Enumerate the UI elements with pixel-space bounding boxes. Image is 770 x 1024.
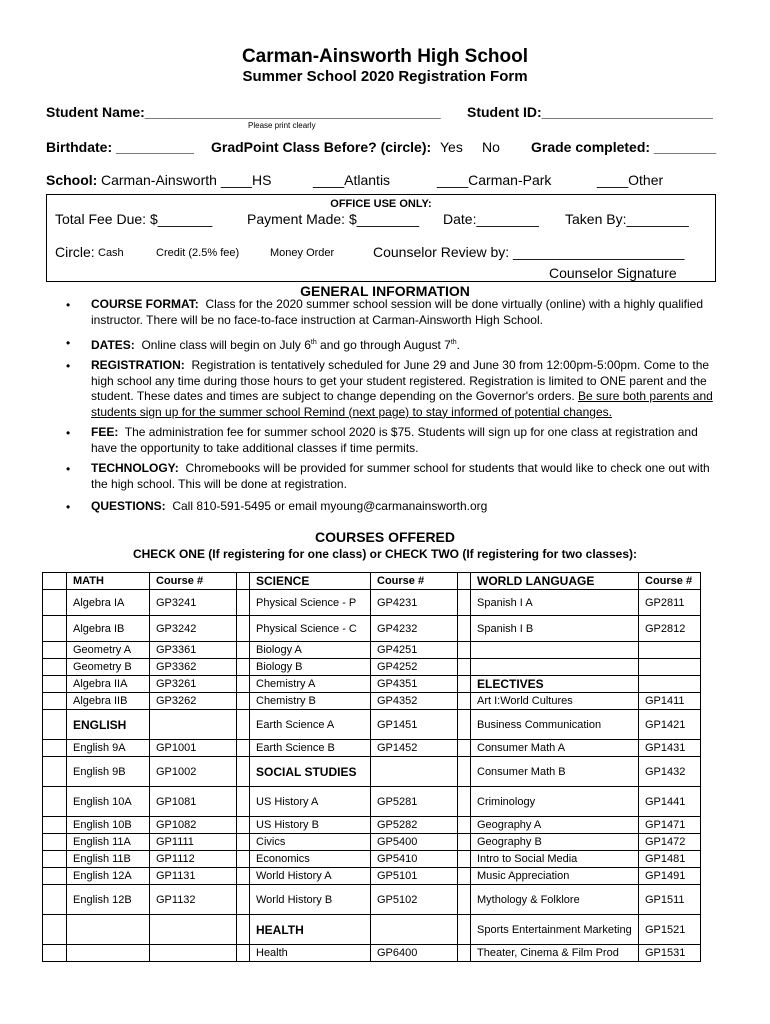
course-name: Economics: [250, 851, 371, 868]
table-row: [43, 787, 701, 817]
payment-made-field[interactable]: Payment Made: $________: [247, 211, 420, 227]
course-checkbox[interactable]: [458, 868, 471, 885]
course-number: GP1451: [371, 710, 458, 740]
course-name: [471, 642, 639, 659]
info-course-format: COURSE FORMAT: Class for the 2020 summer school session will be done virtually (online) with a highly qualified instructor. There will be no face-to-face instruction at Carman-Ainsworth High School.: [91, 297, 704, 327]
course-checkbox[interactable]: [237, 915, 250, 945]
taken-by-field[interactable]: Taken By:________: [565, 211, 689, 227]
course-name: Algebra IIA: [67, 676, 150, 693]
course-checkbox[interactable]: [458, 740, 471, 757]
course-number: GP1452: [371, 740, 458, 757]
course-number-header: Course #: [150, 573, 237, 590]
course-number: [639, 676, 701, 693]
course-checkbox[interactable]: [43, 710, 67, 740]
course-checkbox[interactable]: [43, 693, 67, 710]
course-name: ENGLISH: [67, 710, 150, 740]
course-number: [639, 659, 701, 676]
school-option-atlantis[interactable]: ____Atlantis: [313, 172, 391, 188]
grade-completed-field[interactable]: Grade completed: ________: [531, 139, 717, 155]
course-checkbox[interactable]: [237, 885, 250, 915]
course-checkbox[interactable]: [43, 868, 67, 885]
course-checkbox[interactable]: [43, 787, 67, 817]
course-number: GP1511: [639, 885, 701, 915]
course-number: GP1472: [639, 834, 701, 851]
course-number: GP1411: [639, 693, 701, 710]
info-questions: QUESTIONS: Call 810-591-5495 or email myoung@carmanainsworth.org: [91, 499, 488, 513]
course-number: GP1441: [639, 787, 701, 817]
course-name: English 10B: [67, 817, 150, 834]
course-checkbox[interactable]: [237, 740, 250, 757]
course-name: Biology A: [250, 642, 371, 659]
course-checkbox[interactable]: [43, 885, 67, 915]
course-name: [67, 945, 150, 962]
table-row: [43, 642, 701, 659]
course-name: Intro to Social Media: [471, 851, 639, 868]
course-name: World History B: [250, 885, 371, 915]
course-name: Biology B: [250, 659, 371, 676]
course-number: GP1131: [150, 868, 237, 885]
science-header: SCIENCE: [250, 573, 371, 590]
circle-label: Circle:: [55, 244, 95, 260]
table-row: [43, 590, 701, 616]
school-option-hs[interactable]: Carman-Ainsworth ____HS: [101, 172, 272, 188]
counselor-signature-note: Counselor Signature: [549, 265, 677, 281]
payment-money-order-option[interactable]: Money Order: [270, 247, 335, 259]
course-checkbox[interactable]: [458, 915, 471, 945]
course-number: [150, 915, 237, 945]
course-number-header: Course #: [371, 573, 458, 590]
course-name: Sports Entertainment Marketing: [471, 915, 639, 945]
course-number: GP1521: [639, 915, 701, 945]
course-number: GP5282: [371, 817, 458, 834]
info-dates: DATES: Online class will begin on July 6th and go through August 7th.: [91, 338, 461, 352]
course-name: English 9B: [67, 757, 150, 787]
birthdate-field[interactable]: Birthdate: __________: [46, 139, 194, 155]
course-name: US History A: [250, 787, 371, 817]
course-name: Mythology & Folklore: [471, 885, 639, 915]
bullet-icon: •: [66, 426, 71, 440]
table-row: [43, 693, 701, 710]
office-use-box: [46, 194, 716, 282]
world-language-header: WORLD LANGUAGE: [471, 573, 639, 590]
info-registration: REGISTRATION: Registration is tentatively scheduled for June 29 and June 30 from 12:00pm-5:00pm. Come to the high school any time during those hours to get your student registered. Registration is limited to ONE parent and the student. These dates and times are subject to change depending on the Governor's orders. Be sure both parents and students sign up for the summer school Remind (next page) to stay informed of potential changes.: [91, 358, 713, 419]
course-number: GP6400: [371, 945, 458, 962]
course-checkbox[interactable]: [43, 915, 67, 945]
course-checkbox[interactable]: [43, 817, 67, 834]
course-name: Physical Science - C: [250, 616, 371, 642]
course-number: GP5102: [371, 885, 458, 915]
course-name: Geometry B: [67, 659, 150, 676]
course-number: GP4251: [371, 642, 458, 659]
course-name: Business Communication: [471, 710, 639, 740]
course-checkbox[interactable]: [458, 710, 471, 740]
course-checkbox[interactable]: [237, 851, 250, 868]
course-name: Consumer Math B: [471, 757, 639, 787]
course-number: GP2812: [639, 616, 701, 642]
course-number: [150, 945, 237, 962]
course-name: Physical Science - P: [250, 590, 371, 616]
course-name: Spanish I B: [471, 616, 639, 642]
table-row: [43, 915, 701, 945]
course-name: Music Appreciation: [471, 868, 639, 885]
course-checkbox[interactable]: [237, 757, 250, 787]
course-number: GP1002: [150, 757, 237, 787]
course-checkbox[interactable]: [458, 945, 471, 962]
course-checkbox[interactable]: [43, 590, 67, 616]
school-option-carman-park[interactable]: ____Carman-Park: [437, 172, 552, 188]
course-number: GP1481: [639, 851, 701, 868]
course-number: GP5281: [371, 787, 458, 817]
course-checkbox[interactable]: [237, 945, 250, 962]
course-checkbox[interactable]: [43, 834, 67, 851]
course-number: GP4351: [371, 676, 458, 693]
bullet-icon: •: [66, 336, 71, 350]
student-id-field[interactable]: Student ID:______________________: [467, 104, 713, 120]
table-row: [43, 868, 701, 885]
course-checkbox[interactable]: [237, 693, 250, 710]
course-number: GP2811: [639, 590, 701, 616]
gradpoint-no-option[interactable]: No: [482, 139, 500, 155]
table-row: [43, 740, 701, 757]
course-checkbox[interactable]: [43, 851, 67, 868]
student-name-field[interactable]: Student Name:______________________________________: [46, 104, 441, 120]
course-checkbox[interactable]: [237, 616, 250, 642]
course-name: [471, 659, 639, 676]
course-number: GP1471: [639, 817, 701, 834]
course-name: Art I:World Cultures: [471, 693, 639, 710]
gradpoint-yes-option[interactable]: Yes: [440, 139, 463, 155]
course-name: Earth Science B: [250, 740, 371, 757]
table-row: [43, 710, 701, 740]
course-checkbox[interactable]: [237, 817, 250, 834]
course-checkbox[interactable]: [458, 659, 471, 676]
course-number: GP5400: [371, 834, 458, 851]
course-name: Civics: [250, 834, 371, 851]
total-fee-field[interactable]: Total Fee Due: $_______: [55, 211, 213, 227]
course-checkbox[interactable]: [43, 616, 67, 642]
course-checkbox[interactable]: [458, 834, 471, 851]
courses-table: [42, 572, 701, 962]
course-name: Criminology: [471, 787, 639, 817]
course-name: Algebra IA: [67, 590, 150, 616]
payment-credit-option[interactable]: Credit (2.5% fee): [156, 247, 240, 259]
course-number: GP4231: [371, 590, 458, 616]
course-name: HEALTH: [250, 915, 371, 945]
course-checkbox[interactable]: [458, 851, 471, 868]
course-name: Geometry A: [67, 642, 150, 659]
course-name: Spanish I A: [471, 590, 639, 616]
school-option-other[interactable]: ____Other: [597, 172, 664, 188]
course-name: [67, 915, 150, 945]
course-number: [639, 642, 701, 659]
course-name: English 9A: [67, 740, 150, 757]
table-row: [43, 885, 701, 915]
course-checkbox[interactable]: [237, 642, 250, 659]
course-number: GP1112: [150, 851, 237, 868]
school-label: School:: [46, 172, 98, 188]
checkbox[interactable]: [43, 573, 67, 590]
course-number-header: Course #: [639, 573, 701, 590]
course-number: GP3242: [150, 616, 237, 642]
course-checkbox[interactable]: [43, 945, 67, 962]
table-row: [43, 616, 701, 642]
course-number: GP1432: [639, 757, 701, 787]
bullet-icon: •: [66, 298, 71, 312]
course-checkbox[interactable]: [458, 693, 471, 710]
bullet-icon: •: [66, 500, 71, 514]
course-number: GP1082: [150, 817, 237, 834]
course-number: GP3261: [150, 676, 237, 693]
course-number: GP3262: [150, 693, 237, 710]
course-number: GP1001: [150, 740, 237, 757]
course-checkbox[interactable]: [458, 757, 471, 787]
course-name: Algebra IB: [67, 616, 150, 642]
course-checkbox[interactable]: [43, 740, 67, 757]
course-number: GP5101: [371, 868, 458, 885]
course-number: GP3361: [150, 642, 237, 659]
course-number: GP1081: [150, 787, 237, 817]
course-number: GP1132: [150, 885, 237, 915]
course-name: SOCIAL STUDIES: [250, 757, 371, 787]
course-name: English 12B: [67, 885, 150, 915]
checkbox[interactable]: [237, 573, 250, 590]
course-name: Consumer Math A: [471, 740, 639, 757]
payment-cash-option[interactable]: Cash: [98, 247, 124, 259]
course-checkbox[interactable]: [458, 787, 471, 817]
course-number: GP5410: [371, 851, 458, 868]
course-name: Chemistry A: [250, 676, 371, 693]
course-name: Geography A: [471, 817, 639, 834]
course-name: Geography B: [471, 834, 639, 851]
course-name: English 10A: [67, 787, 150, 817]
course-number: GP4232: [371, 616, 458, 642]
course-number: GP4252: [371, 659, 458, 676]
course-checkbox[interactable]: [237, 659, 250, 676]
course-name: Chemistry B: [250, 693, 371, 710]
table-row: [43, 945, 701, 962]
course-checkbox[interactable]: [43, 642, 67, 659]
course-number: GP1421: [639, 710, 701, 740]
course-checkbox[interactable]: [458, 616, 471, 642]
course-checkbox[interactable]: [237, 676, 250, 693]
course-number: GP1491: [639, 868, 701, 885]
course-number: GP4352: [371, 693, 458, 710]
table-row: [43, 834, 701, 851]
course-checkbox[interactable]: [458, 642, 471, 659]
gradpoint-label: GradPoint Class Before? (circle):: [211, 139, 432, 155]
table-row: [43, 757, 701, 787]
course-checkbox[interactable]: [43, 659, 67, 676]
counselor-review-field[interactable]: Counselor Review by: ______________________: [373, 244, 685, 260]
course-name: ELECTIVES: [471, 676, 639, 693]
info-fee: FEE: The administration fee for summer school 2020 is $75. Students will sign up for one class at registration and have the opportunity to take additional classes if time permits.: [91, 425, 698, 455]
table-row: [43, 659, 701, 676]
course-checkbox[interactable]: [43, 757, 67, 787]
course-name: Algebra IIB: [67, 693, 150, 710]
course-checkbox[interactable]: [237, 834, 250, 851]
course-name: English 12A: [67, 868, 150, 885]
course-number: GP1111: [150, 834, 237, 851]
course-name: Health: [250, 945, 371, 962]
math-header: MATH: [67, 573, 150, 590]
bullet-icon: •: [66, 359, 71, 373]
course-checkbox[interactable]: [458, 676, 471, 693]
info-technology: TECHNOLOGY: Chromebooks will be provided for summer school for students that would like to check one out with the high school. This will be done at registration.: [91, 461, 710, 491]
course-number: GP3241: [150, 590, 237, 616]
print-note: Please print clearly: [248, 121, 316, 130]
course-name: English 11A: [67, 834, 150, 851]
table-row: [43, 851, 701, 868]
office-title: OFFICE USE ONLY:: [330, 198, 432, 210]
course-name: Earth Science A: [250, 710, 371, 740]
course-number: GP1431: [639, 740, 701, 757]
course-checkbox[interactable]: [458, 590, 471, 616]
course-number: GP3362: [150, 659, 237, 676]
course-name: Theater, Cinema & Film Prod: [471, 945, 639, 962]
table-row: [43, 676, 701, 693]
checkbox[interactable]: [458, 573, 471, 590]
course-checkbox[interactable]: [237, 868, 250, 885]
course-number: [371, 757, 458, 787]
office-date-field[interactable]: Date:________: [443, 211, 539, 227]
course-checkbox[interactable]: [458, 885, 471, 915]
course-checkbox[interactable]: [43, 676, 67, 693]
course-number: [150, 710, 237, 740]
course-name: US History B: [250, 817, 371, 834]
course-checkbox[interactable]: [237, 710, 250, 740]
course-name: English 11B: [67, 851, 150, 868]
course-checkbox[interactable]: [237, 590, 250, 616]
courses-instruction: CHECK ONE (If registering for one class) or CHECK TWO (If registering for two classes):: [132, 547, 638, 561]
course-checkbox[interactable]: [237, 787, 250, 817]
general-info-title: GENERAL INFORMATION: [300, 283, 470, 299]
course-name: World History A: [250, 868, 371, 885]
table-row: [43, 817, 701, 834]
course-checkbox[interactable]: [458, 817, 471, 834]
course-number: [371, 915, 458, 945]
form-title: Summer School 2020 Registration Form: [242, 68, 528, 85]
course-number: GP1531: [639, 945, 701, 962]
school-title: Carman-Ainsworth High School: [241, 46, 529, 67]
table-header-row: [43, 573, 701, 590]
courses-offered-title: COURSES OFFERED: [314, 529, 455, 545]
bullet-icon: •: [66, 462, 71, 476]
